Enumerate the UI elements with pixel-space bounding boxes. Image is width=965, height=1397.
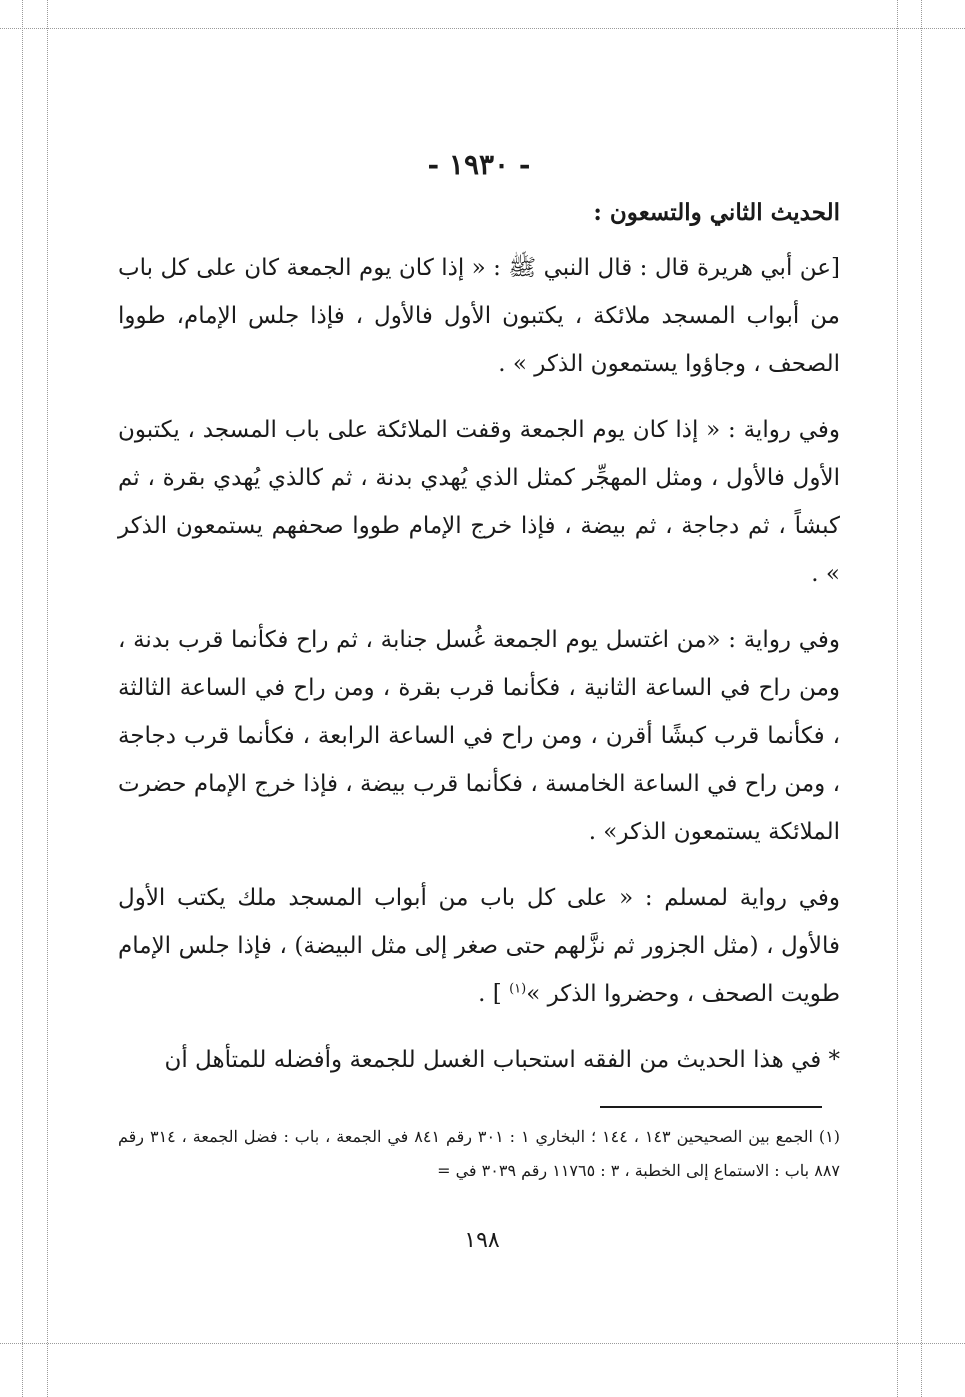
scan-guide-line xyxy=(0,28,965,29)
hadith-paragraph-2: وفي رواية : « إذا كان يوم الجمعة وقفت الملائكة على باب المسجد ، يكتبون الأول فالأول ، ومثل المهجِّر كمثل الذي يُهدي بدنة ، ثم كالذي يُهدي بقرة ، ثم كبشاً ، ثم دجاجة ، ثم بيضة ، فإذا خرج الإمام طووا صحفهم يستمعون الذكر » . xyxy=(118,417,840,587)
scan-guide-line xyxy=(921,0,922,1397)
scan-guide-line xyxy=(0,1343,965,1344)
footnote-divider xyxy=(600,1106,822,1108)
section-heading: الحديث الثاني والتسعون : xyxy=(593,199,840,226)
footnote-1: (١) الجمع بين الصحيحين ١٤٣ ، ١٤٤ ؛ البخاري ١ : ٣٠١ رقم ٨٤١ في الجمعة ، باب : فضل الجمعة ، ٣١٤ رقم ٨٨٧ باب : الاستماع إلى الخطبة ، ٣ : ١١٧٦٥ رقم ٣٠٣٩ في = xyxy=(118,1127,841,1180)
muslim-narration-text: وفي رواية لمسلم : « على كل باب من أبواب المسجد ملك يكتب الأول فالأول ، (مثل الجزور ثم نزَّلهم حتى صغر إلى مثل البيضة) ، فإذا جلس الإمام طويت الصحف ، وحضروا الذكر » xyxy=(118,885,840,1007)
hadith-paragraph-3: وفي رواية : «من اغتسل يوم الجمعة غُسل جنابة ، ثم راح فكأنما قرب بدنة ، ومن راح في الساعة الثانية ، فكأنما قرب بقرة ، ومن راح في الساعة الثالثة ، فكأنما قرب كبشًا أقرن ، ومن راح في الساعة الرابعة ، فكأنما قرب دجاجة ، ومن راح في الساعة الخامسة ، فكأنما قرب بيضة ، فإذا خرج الإمام حضرت الملائكة يستمعون الذكر» . xyxy=(118,627,840,845)
main-text xyxy=(118,148,840,1102)
scan-guide-line xyxy=(897,0,898,1397)
scan-guide-line xyxy=(47,0,48,1397)
page-number: ١٩٨ xyxy=(464,1228,500,1253)
footnotes xyxy=(118,1120,840,1188)
fiqh-note: * في هذا الحديث من الفقه استحباب الغسل للجمعة وأفضله للمتأهل أن xyxy=(164,1047,840,1073)
hadith-number: - ١٩٣٠ - xyxy=(427,148,531,181)
hadith-paragraph-1: [عن أبي هريرة قال : قال النبي ﷺ : « إذا كان يوم الجمعة كان على كل باب من أبواب المسجد ملائكة ، يكتبون الأول فالأول ، فإذا جلس الإمام، طووا الصحف ، وجاؤوا يستمعون الذكر » . xyxy=(118,255,840,377)
closing-bracket: ] . xyxy=(478,981,502,1007)
footnote-marker: (١) xyxy=(509,981,527,997)
muslim-narration-paragraph xyxy=(118,874,840,1018)
scan-guide-line xyxy=(22,0,23,1397)
